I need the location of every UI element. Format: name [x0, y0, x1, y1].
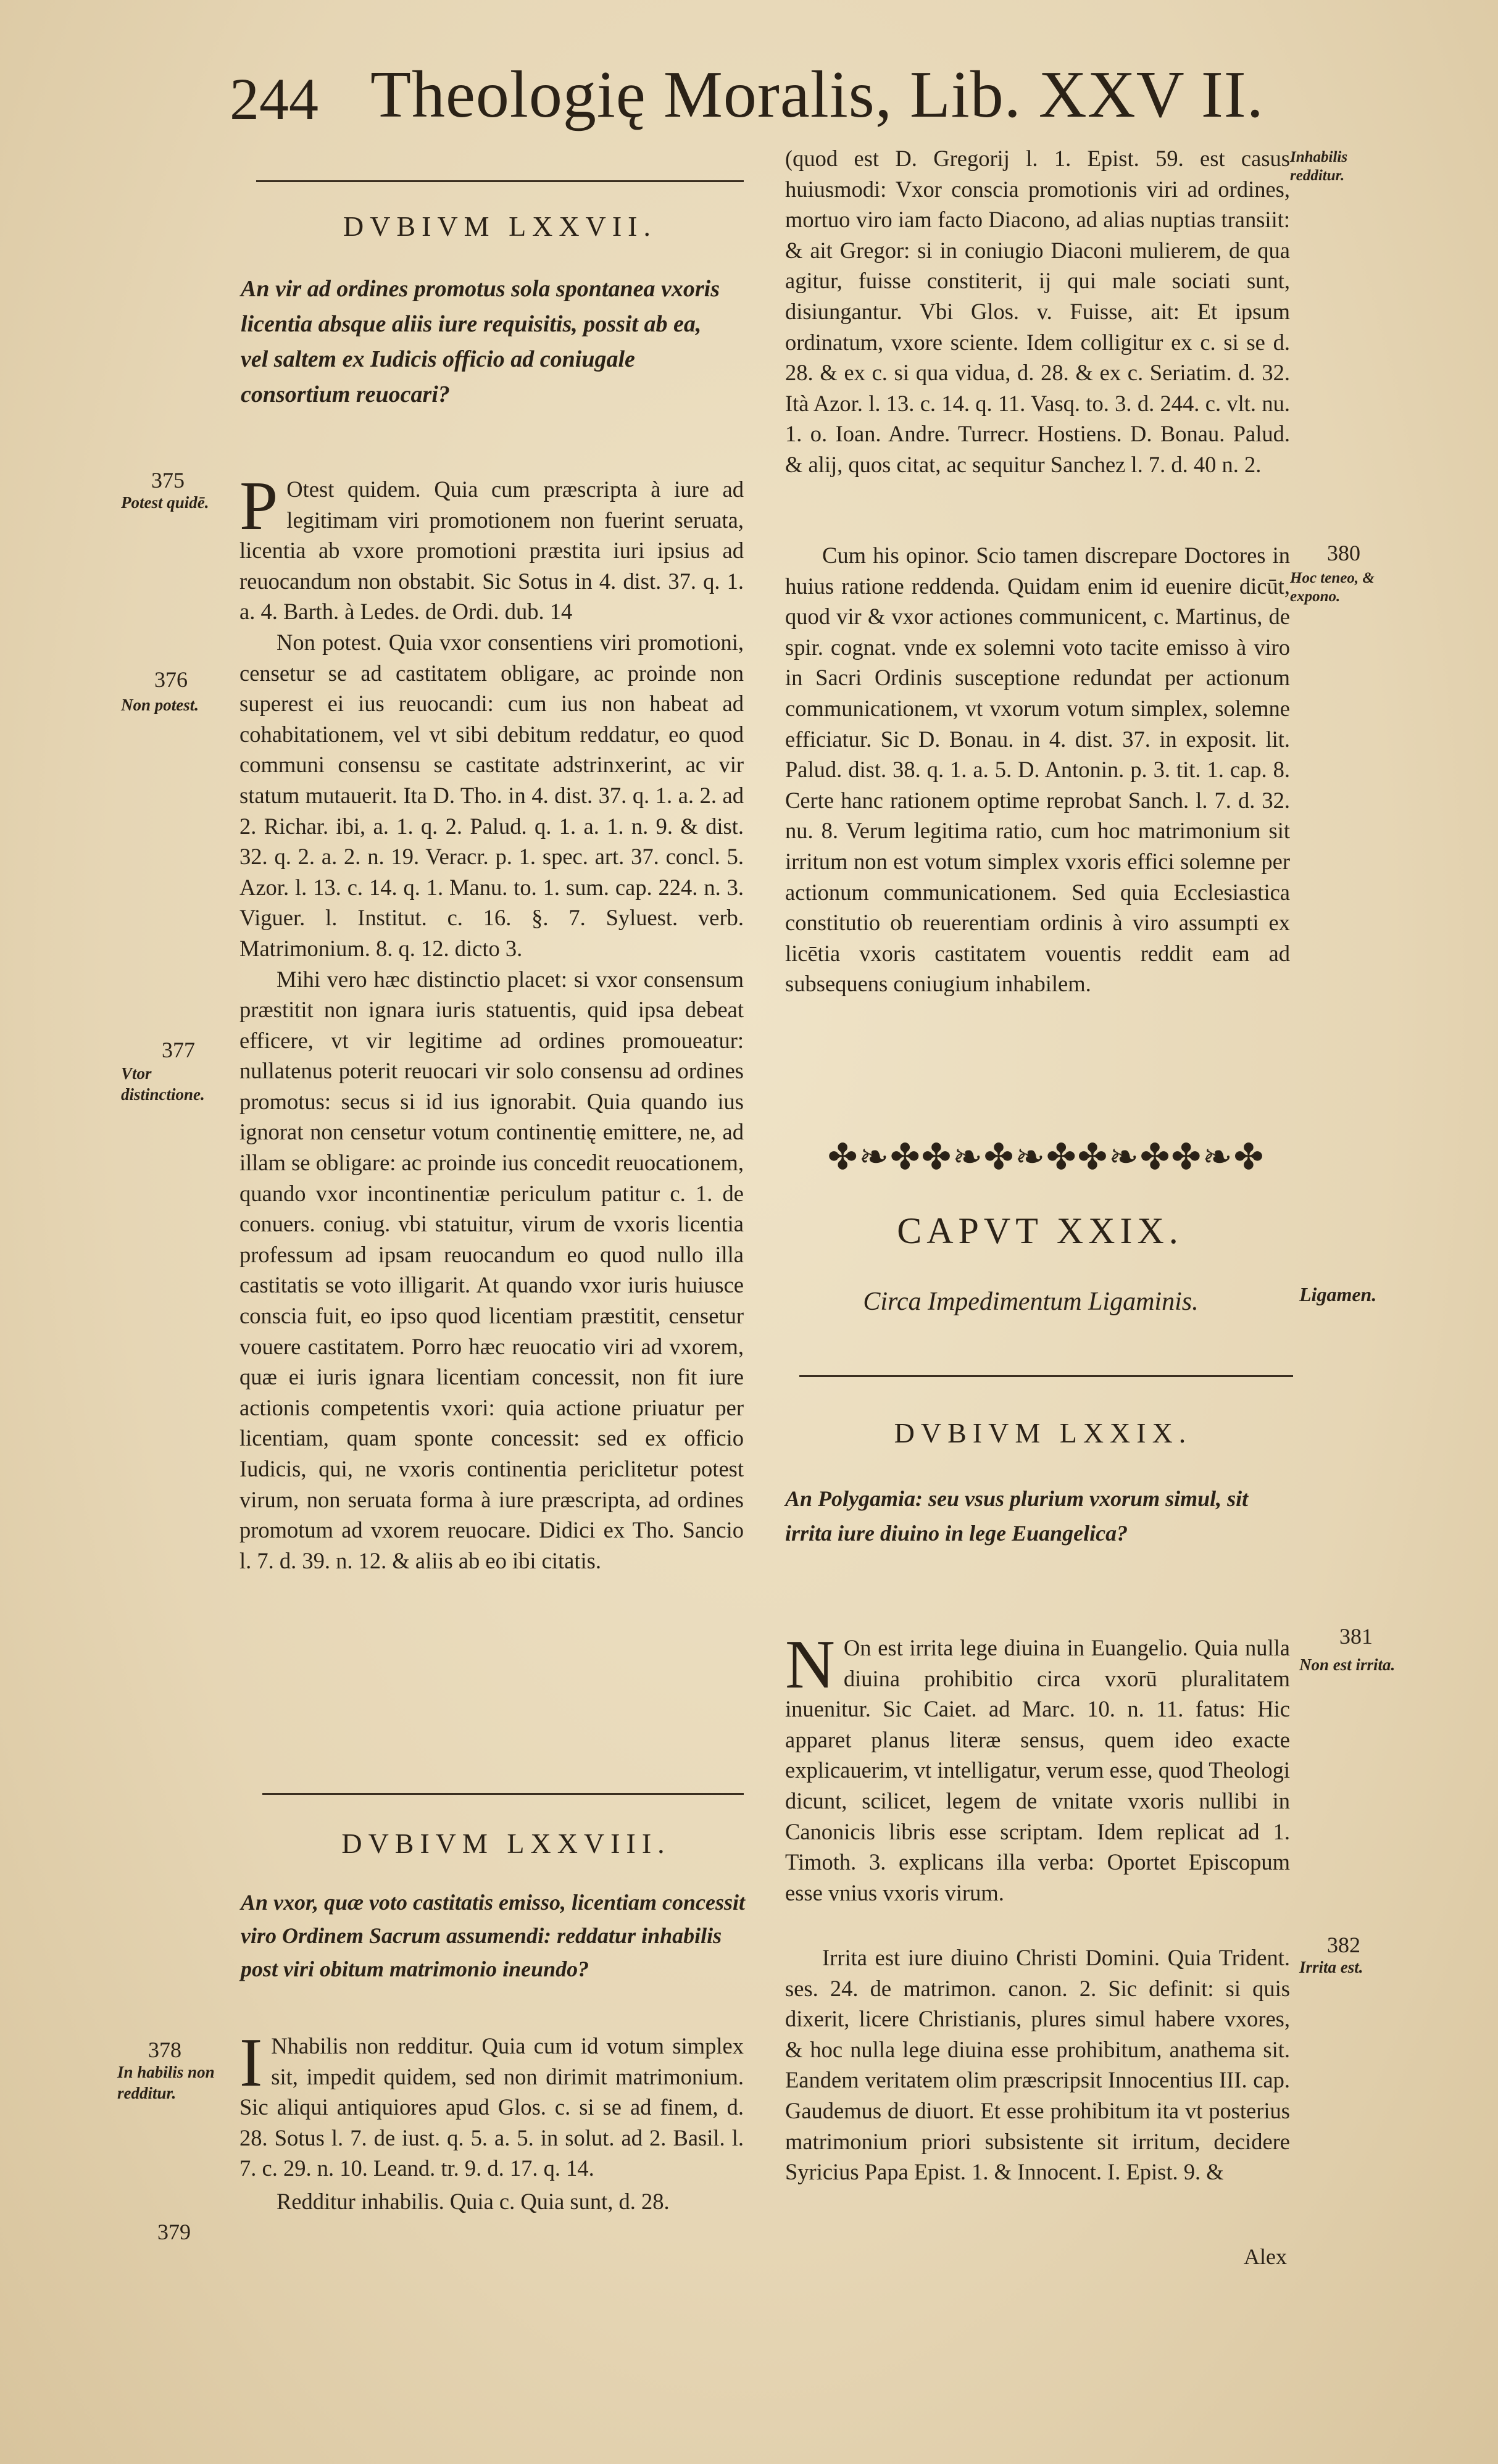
margin-label-377: Vtor distinctione.	[121, 1064, 205, 1104]
margin-label-380: Hoc teneo, & expono.	[1290, 570, 1375, 605]
paragraph-379: Redditur inhabilis. Quia c. Quia sunt, d. 28.	[277, 2188, 670, 2214]
margin-number-379: 379	[157, 2220, 191, 2244]
margin-label-378: In habilis non redditur.	[117, 2063, 215, 2102]
margin-label-inhabilis: Inhabilis redditur.	[1290, 149, 1348, 184]
margin-number-375: 375	[151, 468, 185, 493]
page-number: 244	[230, 66, 318, 132]
dubium-77-heading: DVBIVM LXXVII.	[343, 210, 657, 242]
dubium-77-body	[239, 468, 744, 1576]
header-rule-left	[256, 180, 744, 182]
margin-label-376: Non potest.	[121, 696, 199, 714]
running-title: Theologię Moralis, Lib. XXV II.	[370, 58, 1264, 131]
dubium-79-heading: DVBIVM LXXIX.	[894, 1417, 1192, 1449]
paragraph-381: N On est irrita lege diuina in Euangelio. Quia nulla diuina prohibitio circa vxorū pluralitatem inuenitur. Sic Caiet. ad Marc. 10. n. 11. fatus: Hic apparet planus literæ sensus, quem ideo exacte explicauerim, vt intelligatur, verum esse, quod Theologi dicunt, scilicet, legem de vnitate vxoris nullibi in Canonicis libris esse scriptam. Idem replicat ad 1. Timoth. 3. explicans illa verba: Oportet Episcopum esse vnius vxoris virum.	[785, 1626, 1290, 1905]
right-continuation-text: (quod est D. Gregorij l. 1. Epist. 59. est casus huiusmodi: Vxor conscia promotionis viri ad ordines, mortuo viro iam facto Diacono, ad alias nuptias transiit: & ait Gregor: si in coniugio Diaconi mulierem, de qua agitur, fuisse constiterit, ij qui male sociati sunt, disiungantur. Vbi Glos. v. Fuisse, ait: Et ipsum ordinatum, vxore sciente. Idem colligitur ex c. si se d. 28. & ex c. si qua vidua, d. 28. & ex c. Seriatim. d. 32. Ità Azor. l. 13. c. 14. q. 11. Vasq. to. 3. d. 244. c. vlt. nu. 1. o. Ioan. Andre. Turrecr. Hostiens. D. Bonau. Palud. & alij, quos citat, ac sequitur Sanchez l. 7. d. 40 n. 2.	[785, 146, 1290, 477]
margin-number-377: 377	[162, 1038, 195, 1062]
margin-number-380: 380	[1327, 541, 1360, 565]
caput-subtitle: Circa Impedimentum Ligaminis.	[863, 1288, 1199, 1316]
caput-title: CAPVT XXIX.	[897, 1210, 1183, 1251]
paragraph-378: I Nhabilis non redditur. Quia cum id votum simplex sit, impedit quidem, sed non dirimit matrimonium. Sic aliqui antiquiores apud Glos. c. si se ad finem, d. 28. Sotus l. 7. de iust. q. 5. a. 5. in solut. ad 2. Basil. l. 7. c. 29. n. 10. Leand. tr. 9. d. 17. q. 14.	[239, 2025, 744, 2181]
margin-number-381: 381	[1339, 1624, 1373, 1649]
dubium-79-question: An Polygamia: seu vsus plurium vxorum simul, sit irrita iure diuino in lege Euangelica?	[785, 1486, 1249, 1546]
catchword: Alex	[1244, 2244, 1287, 2269]
dubium-78-body	[239, 2025, 744, 2217]
margin-number-378: 378	[148, 2037, 181, 2062]
ornament-band: ✤❧✤✤❧✤❧✤✤❧✤✤❧✤	[827, 1136, 1265, 1178]
paragraph-377: Mihi vero hæc distinctio placet: si vxor consensum præstitit non ignara iuris statuentis, quid ipsa debeat efficere, vt vir legitime ad ordines promoueatur: nullatenus poterit reuocari vir solo consensu ad ordines promotus: secus si id ius ignorabit. Quia quando ius ignorat non censetur votum continentię emittere, ne, ad illam se obligare: ac proinde ius concedit reuocationem, quando vxor incontinentiæ periculum patitur c. 1. de conuers. coniug. vbi statuitur, virum de vxoris licentia professum ad ipsam reuocandum eo quod nullo illa castitatis se voto illigarit. At quando vxor iuris huiusce conscia fuit, eo ipso quod licentiam præstitit, censetur vouere castitatem. Porro hæc reuocatio viri ad vxorem, quæ ei iuris ignara licentiam concessit, non fit iure actionis competentis vxori: quia actione priuatur per licentiam, quam sponte concessit: sed ex officio Iudicis, qui, ne vxoris continentia periclitetur potest virum, non seruata forma à iure præscripta, ad ordines promotum ad vxorem reuocare. Didici ex Tho. Sancio l. 7. d. 39. n. 12. & aliis ab eo ibi citatis.	[239, 966, 744, 1573]
dropcap-n: N	[785, 1626, 835, 1703]
dubium-79-body-382	[785, 1942, 1290, 2187]
margin-label-381: Non est irrita.	[1299, 1655, 1396, 1674]
margin-label-375: Potest quidē.	[121, 493, 209, 512]
margin-label-ligamen: Ligamen.	[1299, 1283, 1377, 1305]
paragraph-380: Cum his opinor. Scio tamen discrepare Doctores in huius ratione reddenda. Quidam enim id euenire dicūt, quod vir & vxor actiones communicent, c. Martinus, de spir. cognat. vnde ex solemni voto tacite emisso à viro in Sacri Ordinis susceptione redundat per actionum communicationem, vt vxorum votum simplex, solemne efficiatur. Sic D. Bonau. in 4. dist. 37. in exposit. lit. Palud. dist. 38. q. 1. a. 5. D. Antonin. p. 3. tit. 1. cap. 8. Certe hanc rationem optime reprobat Sanch. l. 7. d. 32. nu. 8. Verum legitima ratio, cum hoc matrimonium sit irritum non est votum simplex vxoris effici solemne per actionum communicationem. Sed quia Ecclesiastica constitutio ob reuerentiam ordinis à viro assumpti ex licētia vxoris castitatem vouentis reddit eam ad subsequens coniugium inhabilem.	[785, 543, 1290, 997]
dubium-77-question: An vir ad ordines promotus sola spontanea vxoris licentia absque aliis iure requisitis, possit ab ea, vel saltem ex Iudicis officio ad coniugale consortium reuocari?	[241, 276, 720, 407]
rule-before-dubium-79	[799, 1375, 1293, 1377]
margin-number-376: 376	[154, 667, 188, 692]
dropcap-p: P	[239, 468, 278, 544]
paragraph-382: Irrita est iure diuino Christi Domini. Quia Trident. ses. 24. de matrimon. canon. 2. Sic definit: si quis dixerit, licere Christianis, plures simul habere vxores, & hoc nulla lege diuina esse prohibitum, anathema sit. Eandem veritatem olim præscripsit Innocentius III. cap. Gaudemus de diuort. Et esse prohibitum ita vt posterius matrimonium priori subsistente sit irritum, decidere Syricius Papa Epist. 1. & Innocent. I. Epist. 9. &	[785, 1945, 1290, 2185]
dubium-78-heading: DVBIVM LXXVIII.	[341, 1828, 671, 1859]
dropcap-i: I	[239, 2025, 263, 2101]
margin-number-382: 382	[1327, 1933, 1360, 1957]
paragraph-376: Non potest. Quia vxor consentiens viri promotioni, censetur se ad castitatem obligare, ac proinde non superest ei ius reuocandi: cum ius non habeat ad cohabitationem, vel vt sibi debitum reddatur, eo quod communi consensu se castitate adstrinxerint, ac vir statum mutauerit. Ita D. Tho. in 4. dist. 37. q. 1. a. 2. ad 2. Richar. ibi, a. 1. q. 2. Palud. q. 1. a. 1. n. 9. & dist. 32. q. 2. a. 2. n. 19. Veracr. p. 1. spec. art. 37. concl. 5. Azor. l. 13. c. 14. q. 1. Manu. to. 1. sum. cap. 224. n. 3. Viguer. l. Institut. c. 16. §. 7. Syluest. verb. Matrimonium. 8. q. 12. dicto 3.	[239, 629, 744, 961]
rule-before-dubium-78	[262, 1793, 744, 1795]
paragraph-375: P Otest quidem. Quia cum præscripta à iure ad legitimam viri promotionem non fuerint seruata, licentia ab vxore promotioni præstita iuri ipsius ad reuocandum non obstabit. Sic Sotus in 4. dist. 37. q. 1. a. 4. Barth. à Ledes. de Ordi. dub. 14	[239, 468, 744, 625]
dubium-79-body-381	[785, 1626, 1290, 1908]
margin-label-382: Irrita est.	[1299, 1958, 1363, 1976]
dubium-78-question: An vxor, quæ voto castitatis emisso, licentiam concessit viro Ordinem Sacrum assumendi: reddatur inhabilis post viri obitum matrimonio ineundo?	[241, 1890, 746, 1981]
